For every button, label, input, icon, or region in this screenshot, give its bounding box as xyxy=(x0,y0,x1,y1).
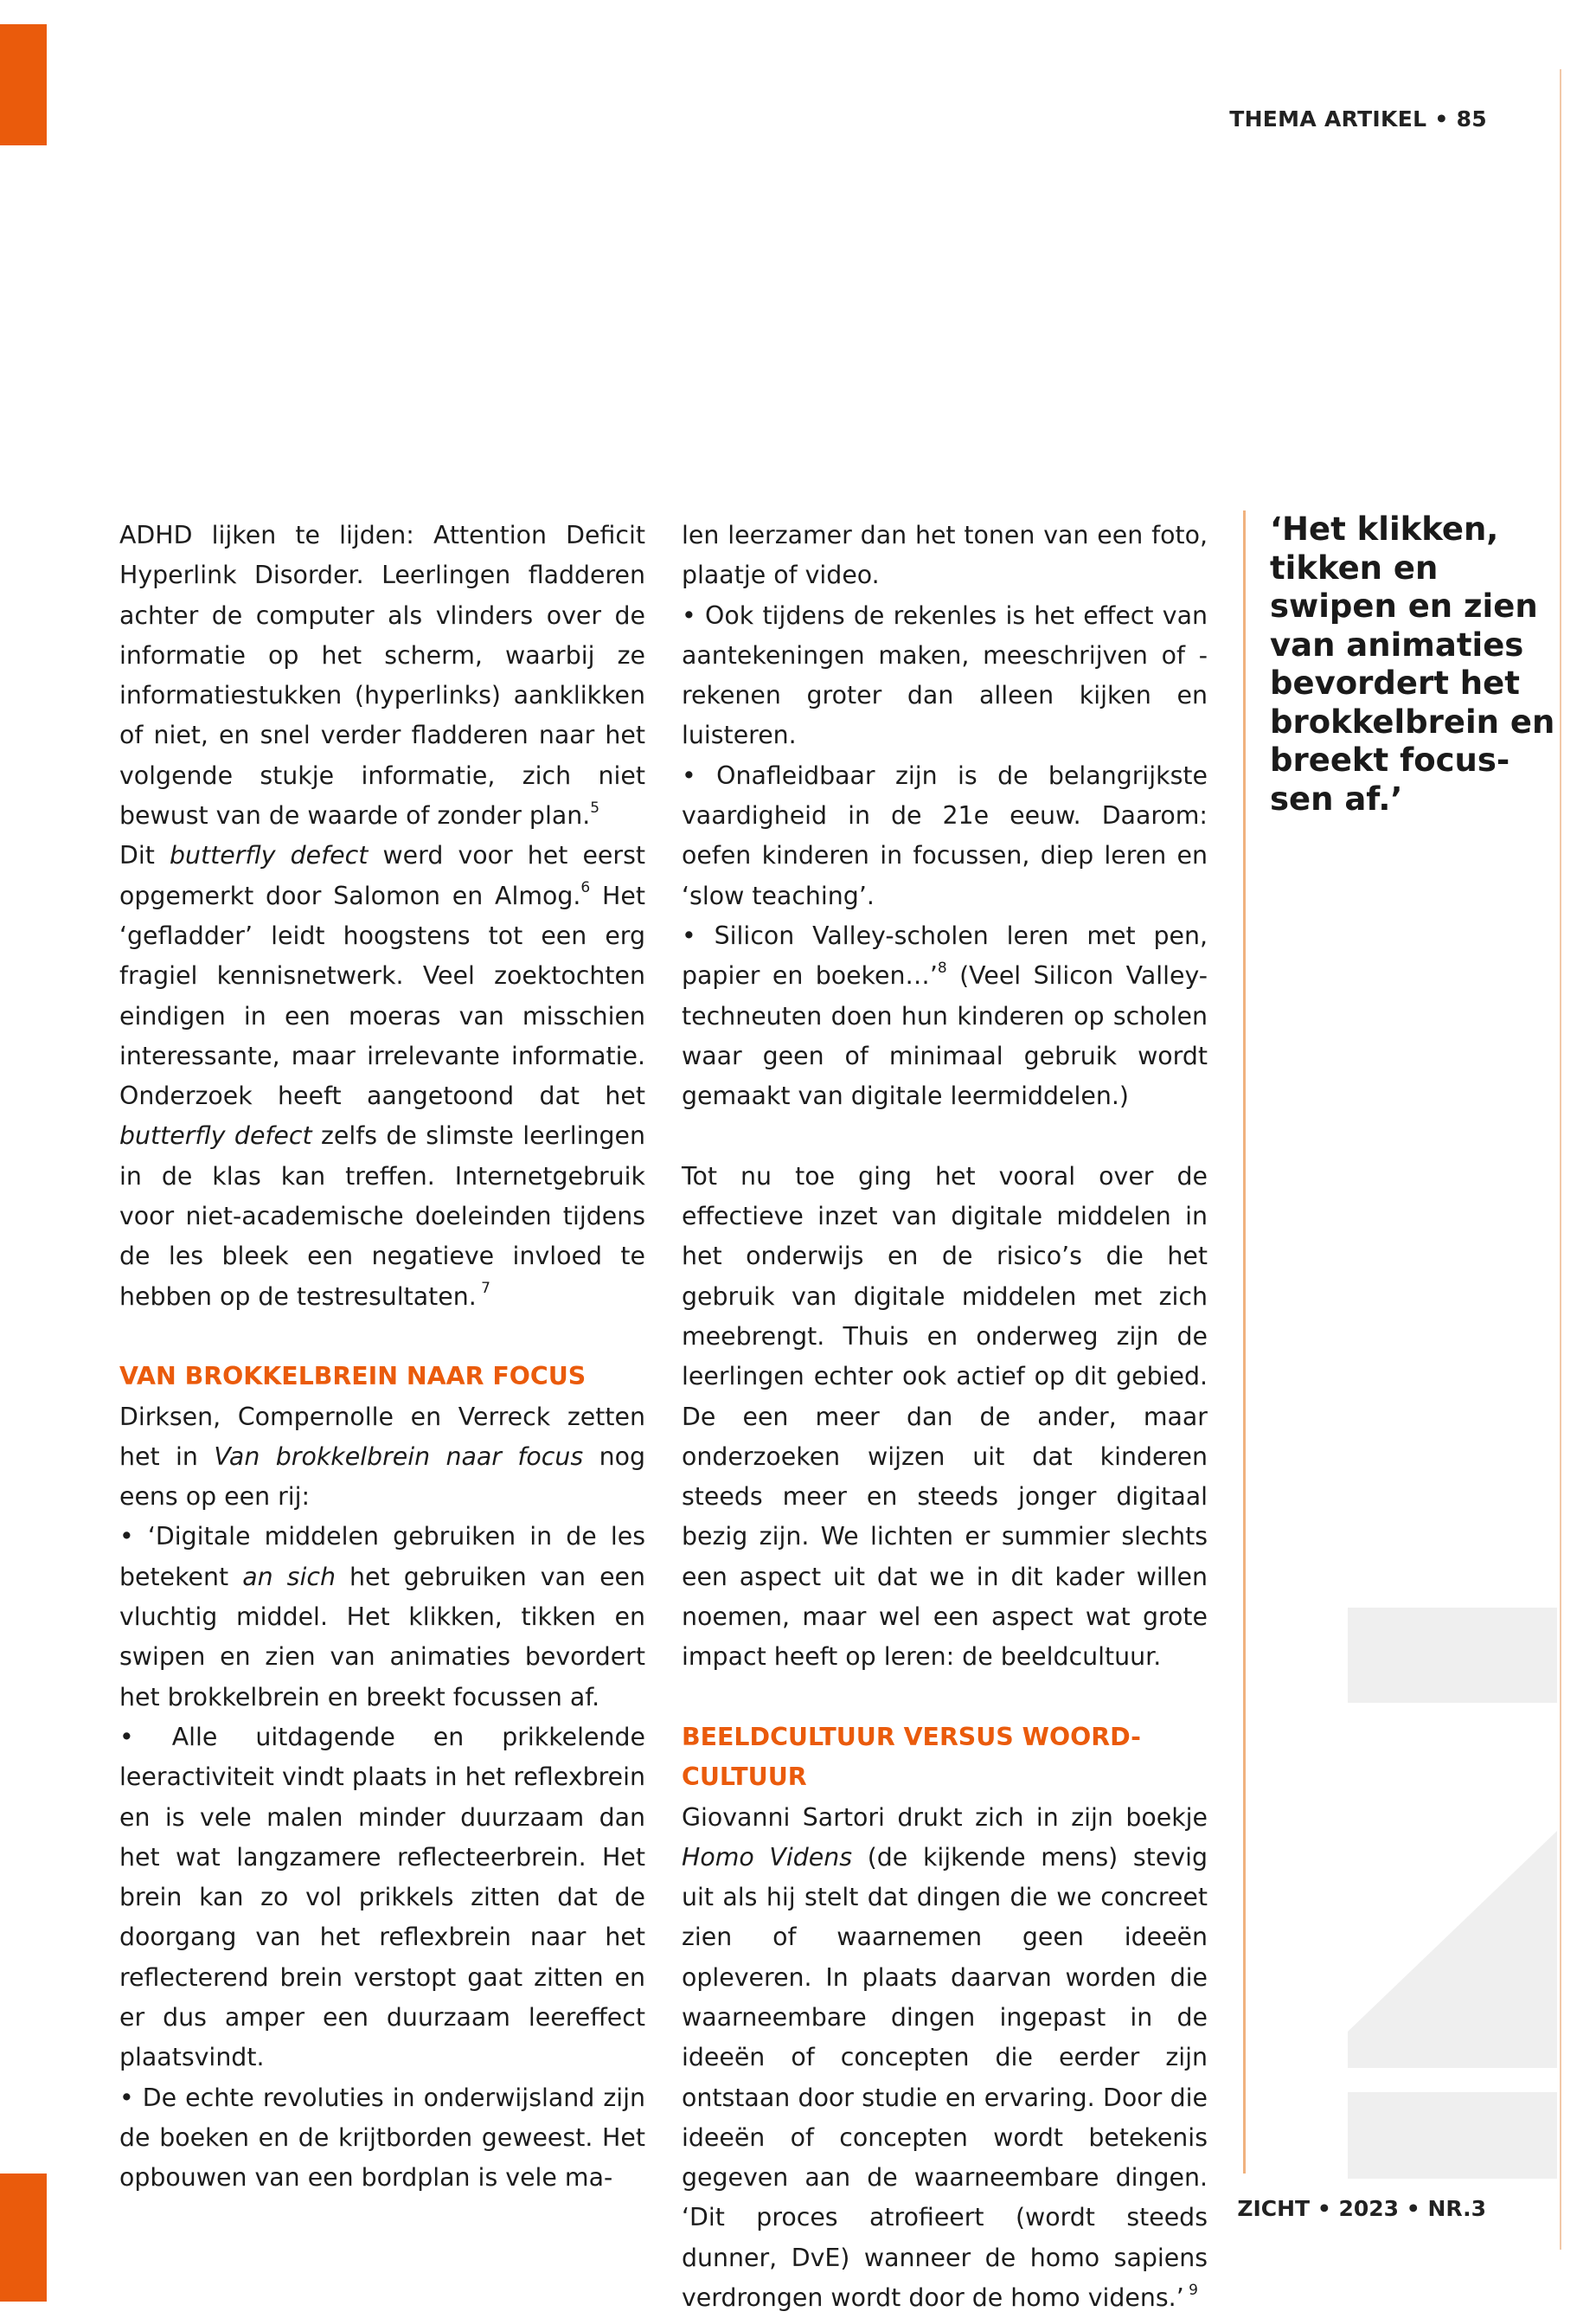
bullet-item: • Ook tijdens de rekenles is het effect van aantekeningen maken, meeschrijven of -rekenen groter dan alleen kijken en luisteren. xyxy=(682,596,1208,756)
bullet-item: • Silicon Valley-scholen leren met pen, papier en boeken…’$^8$ (Veel Silicon Valley-techneuten doen hun kinderen op scholen waar geen of minimaal gebruik wordt gemaakt van digitale leermiddelen.) xyxy=(682,916,1208,1116)
page-edge-rule xyxy=(1560,69,1561,2250)
footnote-ref: 6 xyxy=(580,879,590,896)
footnote-ref: 7 xyxy=(477,1280,490,1297)
bullet-item: • De echte revoluties in onderwijsland zijn de boeken en de krijtborden geweest. Het opbouwen van een bordplan is vele ma- xyxy=(119,2078,645,2199)
section-heading: BEELDCULTUUR VERSUS WOORD- CULTUUR xyxy=(682,1718,1208,1798)
decorative-z-shape xyxy=(1348,1608,1557,2179)
bullet-item: • Onafleidbaar zijn is de belangrijkste vaardigheid in de 21e eeuw. Daarom: oefen kinderen in focussen, diep leren en ‘slow teaching’. xyxy=(682,756,1208,916)
accent-tab-top xyxy=(0,24,47,145)
issue-footer: ZICHT • 2023 • NR.3 xyxy=(1237,2196,1486,2221)
paragraph: len leerzamer dan het tonen van een foto, plaatje of video. xyxy=(682,516,1208,596)
running-header: THEMA ARTIKEL • 85 xyxy=(1229,106,1487,132)
accent-tab-bottom xyxy=(0,2174,47,2302)
footnote-ref: 8 xyxy=(938,960,947,977)
footnote-ref: 5 xyxy=(590,799,599,817)
pull-quote-rule xyxy=(1243,510,1246,2174)
paragraph: ADHD lijken te lijden: Attention Deficit Hyperlink Disorder. Leerlingen fladderen achter de computer als vlinders over de informatie op het scherm, waarbij ze informatiestukken (hyperlinks) aanklikken of niet, en snel verder fladderen naar het volgende stukje informatie, zich niet bewust van de waarde of zonder plan.$^5$ xyxy=(119,516,645,836)
bullet-item: • Alle uitdagende en prikkelende leeractiviteit vindt plaats in het reflexbrein en is vele malen minder duurzaam dan het wat langzamere reflecteerbrein. Het brein kan zo vol prikkels zitten dat de doorgang van het reflexbrein naar het reflecterend brein verstopt gaat zitten en er dus amper een duurzaam leereffect plaatsvindt. xyxy=(119,1718,645,2078)
paragraph: Dit butterfly defect werd voor het eerst opgemerkt door Salomon en Almog.$^6$ Het ‘gefladder’ leidt hoogstens tot een erg fragiel kennisnetwerk. Veel zoektochten eindigen in een moeras van misschien interessante, maar irrelevante informatie. Onderzoek heeft aangetoond dat het butterfly defect zelfs de slimste leerlingen in de klas kan treffen. Internetgebruik voor niet-academische doeleinden tijdens de les bleek een negatieve invloed te hebben op de testresultaten. $^7$ xyxy=(119,836,645,1317)
paragraph: Dirksen, Compernolle en Verreck zetten het in Van brokkelbrein naar focus nog eens op een rij: xyxy=(119,1397,645,1518)
paragraph: Giovanni Sartori drukt zich in zijn boekje Homo Videns (de kijkende mens) stevig uit als hij stelt dat dingen die we concreet zien of waarnemen geen ideeën opleveren. In plaats daarvan worden die waarneembare dingen ingepast in de ideeën of concepten die eerder zijn ontstaan door studie en ervaring. Door die ideeën of concepten wordt betekenis gegeven aan de waarneembare dingen. ‘Dit proces atrofieert (wordt steeds dunner, DvE) wanneer de homo sapiens verdrongen wordt door de homo videns.’ $^9$ xyxy=(682,1798,1208,2318)
paragraph: Tot nu toe ging het vooral over de effectieve inzet van digitale middelen in het onderwijs en de risico’s die het gebruik van digitale middelen met zich meebrengt. Thuis en onderweg zijn de leerlingen echter ook actief op dit gebied. De een meer dan de ander, maar onderzoeken wijzen uit dat kinderen steeds meer en steeds jonger digitaal bezig zijn. We lichten er summier slechts een aspect uit dat we in dit kader willen noemen, maar wel een aspect wat grote impact heeft op leren: de beeldcultuur. xyxy=(682,1157,1208,1678)
section-heading: VAN BROKKELBREIN NAAR FOCUS xyxy=(119,1357,645,1397)
text-column-left xyxy=(119,516,645,2198)
text-column-middle xyxy=(682,516,1208,2318)
pull-quote: ‘Het klikken, tikken en swipen en zien van animaties bevordert het brokkelbrein en breekt focus- sen af.’ xyxy=(1270,510,1529,819)
footnote-ref: 9 xyxy=(1184,2282,1198,2299)
bullet-item: • ‘Digitale middelen gebruiken in de les betekent an sich het gebruiken van een vluchtig middel. Het klikken, tikken en swipen en zien van animaties bevordert het brokkelbrein en breekt focussen af. xyxy=(119,1517,645,1717)
